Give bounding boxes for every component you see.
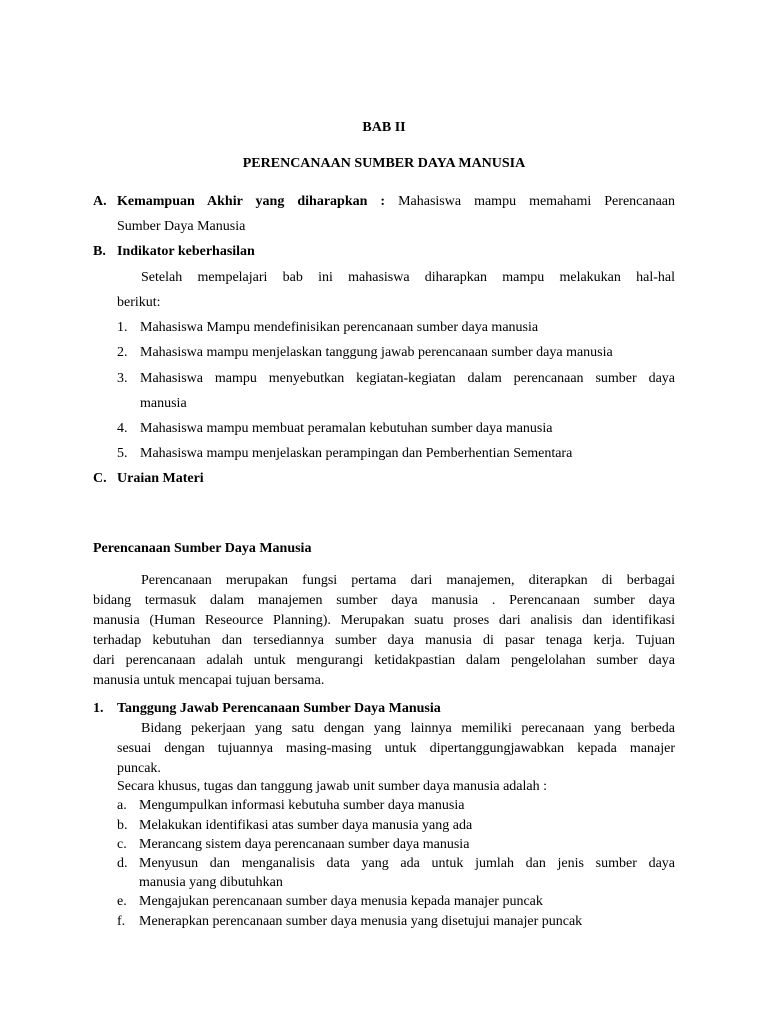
list-item-number: 1.: [117, 320, 128, 335]
section-a-text: Mahasiswa mampu memahami Perencanaan: [398, 194, 676, 209]
sub1-item: Menerapkan perencanaan sumber daya menusia yang disetujui manajer puncak: [139, 914, 583, 929]
list-item-number: 2.: [117, 345, 128, 360]
material-heading: Perencanaan Sumber Daya Manusia: [93, 541, 312, 556]
list-item-number: 5.: [117, 446, 128, 461]
sub1-para-line: puncak.: [117, 761, 161, 776]
list-item-continuation: manusia: [140, 396, 187, 411]
section-b-intro-line1: Setelah mempelajari bab ini mahasiswa diharapkan mampu melakukan hal-hal: [141, 270, 675, 285]
sub1-number: 1.: [93, 701, 104, 716]
sub1-heading: Tanggung Jawab Perencanaan Sumber Daya Manusia: [117, 701, 441, 716]
sub1-item: Menyusun dan menganalisis data yang ada untuk jumlah dan jenis sumber daya: [139, 856, 675, 871]
section-b-label: Indikator keberhasilan: [117, 244, 255, 259]
list-item: Mahasiswa Mampu mendefinisikan perencanaan sumber daya manusia: [140, 320, 539, 335]
chapter-title: PERENCANAAN SUMBER DAYA MANUSIA: [242, 156, 526, 171]
list-item: Mahasiswa mampu menyebutkan kegiatan-kegiatan dalam perencanaan sumber daya: [140, 371, 675, 386]
sub1-intro: Secara khusus, tugas dan tanggung jawab unit sumber daya manusia adalah :: [117, 779, 547, 794]
material-para-line: manusia (Human Reseource Planning). Merupakan suatu proses dari analisis dan identifikasi: [93, 613, 675, 628]
sub1-item-marker: d.: [117, 856, 128, 871]
section-b-intro-line2: berikut:: [117, 295, 161, 310]
list-item-number: 3.: [117, 371, 128, 386]
section-a-line2: Sumber Daya Manusia: [117, 219, 246, 234]
list-item: Mahasiswa mampu membuat peramalan kebutuhan sumber daya manusia: [140, 421, 553, 436]
material-para-line: terhadap kebutuhan dan tersediannya sumber daya manusia di pasar tenaga kerja. Tujuan: [93, 633, 675, 648]
sub1-item-marker: b.: [117, 818, 128, 833]
sub1-item-marker: e.: [117, 894, 127, 909]
sub1-para-line: sesuai dengan tujuannya masing-masing untuk dipertanggungjawabkan kepada manajer: [117, 741, 675, 756]
sub1-item-marker: c.: [117, 837, 127, 852]
material-para-line: manusia untuk mencapai tujuan bersama.: [93, 673, 325, 688]
section-b-marker: B.: [93, 244, 106, 259]
sub1-item: Merancang sistem daya perencanaan sumber daya manusia: [139, 837, 470, 852]
section-a-marker: A.: [93, 194, 107, 209]
sub1-item-marker: a.: [117, 798, 127, 813]
list-item-number: 4.: [117, 421, 128, 436]
chapter-label: BAB II: [362, 120, 406, 135]
sub1-para-line: Bidang pekerjaan yang satu dengan yang lainnya memiliki perecanaan yang berbeda: [141, 721, 675, 736]
section-a-label: Kemampuan Akhir yang diharapkan :: [117, 194, 386, 209]
sub1-item: Mengumpulkan informasi kebutuha sumber daya manusia: [139, 798, 465, 813]
sub1-item-continuation: manusia yang dibutuhkan: [139, 875, 283, 890]
material-para-line: dari perencanaan adalah untuk mengurangi ketidakpastian dalam pengelolahan sumber daya: [93, 653, 675, 668]
section-c-label: Uraian Materi: [117, 471, 204, 486]
sub1-item: Melakukan identifikasi atas sumber daya manusia yang ada: [139, 818, 473, 833]
material-para-line: Perencanaan merupakan fungsi pertama dari manajemen, diterapkan di berbagai: [141, 573, 675, 588]
section-a-line1: [117, 194, 675, 210]
material-para-line: bidang termasuk dalam manajemen sumber daya manusia . Perencanaan sumber daya: [93, 593, 675, 608]
section-c-marker: C.: [93, 471, 107, 486]
list-item: Mahasiswa mampu menjelaskan perampingan dan Pemberhentian Sementara: [140, 446, 573, 461]
list-item: Mahasiswa mampu menjelaskan tanggung jawab perencanaan sumber daya manusia: [140, 345, 613, 360]
sub1-item: Mengajukan perencanaan sumber daya menusia kepada manajer puncak: [139, 894, 543, 909]
sub1-item-marker: f.: [117, 914, 126, 929]
